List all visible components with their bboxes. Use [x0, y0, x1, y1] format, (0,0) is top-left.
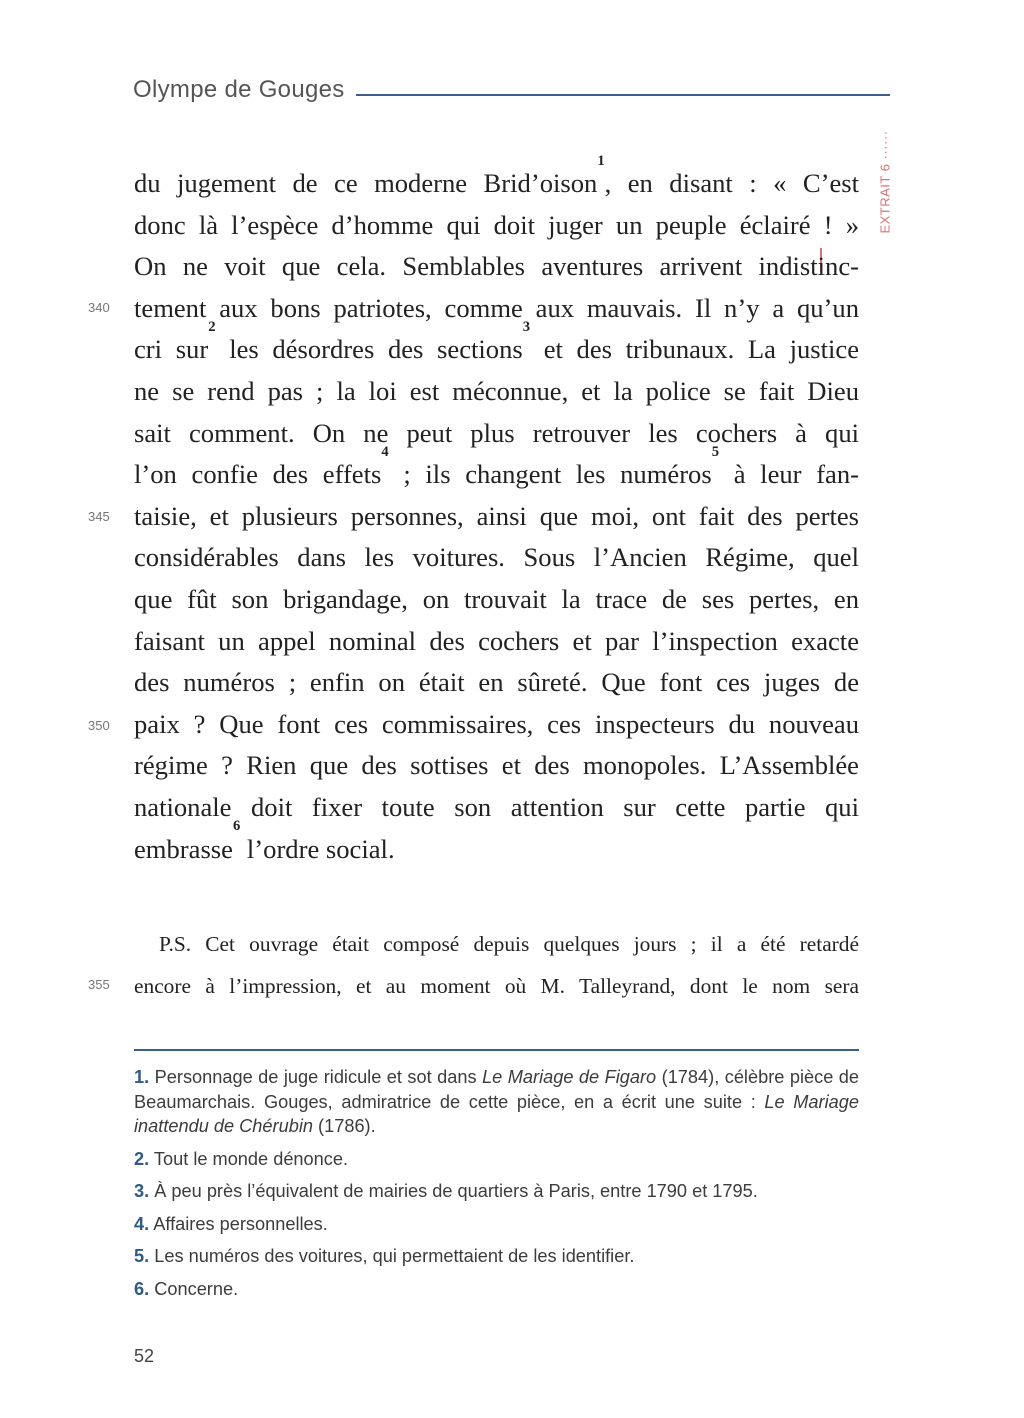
postscript-line: P.S. Cet ouvrage était composé depuis quelques jours ; il a été retardé: [159, 932, 859, 956]
text-line: régime ? Rien que des sottises et des monopoles. L’Assemblée: [134, 750, 859, 781]
text-line: du jugement de ce moderne Brid’oison$^1$, en disant : « C’est: [134, 152, 859, 198]
line-number: 345: [88, 509, 110, 524]
main-text: [134, 152, 860, 870]
footnote-ref[interactable]: 5: [711, 443, 720, 460]
footnote: 3. À peu près l’équivalent de mairies de quartiers à Paris, entre 1790 et 1795.: [134, 1181, 758, 1201]
text-line: On ne voit que cela. Semblables aventures arrivent indistinc-: [134, 251, 859, 282]
chapter-side-tab: [860, 118, 910, 246]
page-number: 52: [134, 1346, 155, 1366]
footnote-number: 5.: [134, 1246, 150, 1266]
footnote-number: 2.: [134, 1148, 150, 1169]
line-number: 355: [88, 977, 110, 992]
footnotes: [134, 1065, 859, 1309]
text-line: des numéros ; enfin on était en sûreté. Que font ces juges de: [134, 667, 859, 698]
footnote-number: 1.: [134, 1067, 150, 1087]
text-line: donc là l’espèce d’homme qui doit juger un peuple éclairé ! »: [134, 209, 859, 240]
footnote: 1. Personnage de juge ridicule et sot dans Le Mariage de Figaro (1784), célèbre pièce de Beaumarchais. Gouges, admiratrice de cette pièce, en a écrit une suite : Le Mariage inattendu de Chérubin (1786).: [134, 1067, 860, 1136]
postscript-text: [134, 924, 859, 1007]
text-line: cri sur$^2$ les désordres des sections$^3$ et des tribunaux. La justice: [134, 319, 860, 365]
footnote-number: 3.: [134, 1181, 150, 1201]
footnote-ref[interactable]: 1: [597, 152, 605, 169]
footnote: 5. Les numéros des voitures, qui permettaient de les identifier.: [134, 1246, 635, 1266]
chapter-label: EXTRAIT 6 ······: [877, 130, 893, 234]
line-number: 340: [88, 300, 110, 315]
text-line: l’on confie des effets$^4$ ; ils changent les numéros$^5$ à leur fan-: [134, 443, 860, 490]
footnote: 6. Concerne.: [134, 1278, 239, 1299]
text-line: tement aux bons patriotes, comme aux mauvais. Il n’y a qu’un: [134, 292, 859, 323]
text-line: embrasse$^6$ l’ordre social.: [134, 818, 395, 864]
line-number: 350: [88, 718, 110, 733]
footnote-ref[interactable]: 3: [522, 319, 531, 336]
text-line: ne se rend pas ; la loi est méconnue, et la police se fait Dieu: [134, 375, 859, 406]
footnote-ref[interactable]: 6: [232, 818, 241, 835]
text-line: sait comment. On ne peut plus retrouver les cochers à qui: [134, 417, 859, 448]
text-line: considérables dans les voitures. Sous l’Ancien Régime, quel: [134, 542, 859, 573]
text-line: taisie, et plusieurs personnes, ainsi que moi, ont fait des pertes: [134, 500, 859, 531]
footnotes-rule: [134, 1049, 859, 1051]
footnote: 4. Affaires personnelles.: [134, 1213, 328, 1234]
header-rule: [356, 94, 890, 96]
postscript-line: encore à l’impression, et au moment où M. Talleyrand, dont le nom sera: [134, 973, 859, 998]
footnote-number: 6.: [134, 1278, 150, 1299]
footnote-ref[interactable]: 4: [381, 443, 389, 460]
text-line: faisant un appel nominal des cochers et par l’inspection exacte: [134, 625, 859, 656]
text-line: nationale doit fixer toute son attention sur cette partie qui: [134, 791, 859, 822]
footnote: 2. Tout le monde dénonce.: [134, 1148, 349, 1169]
running-head: Olympe de Gouges: [133, 76, 345, 103]
footnote-ref[interactable]: 2: [208, 319, 216, 336]
text-line: que fût son brigandage, on trouvait la trace de ses pertes, en: [134, 583, 859, 614]
footnote-number: 4.: [134, 1213, 150, 1234]
text-line: paix ? Que font ces commissaires, ces inspecteurs du nouveau: [134, 708, 859, 739]
